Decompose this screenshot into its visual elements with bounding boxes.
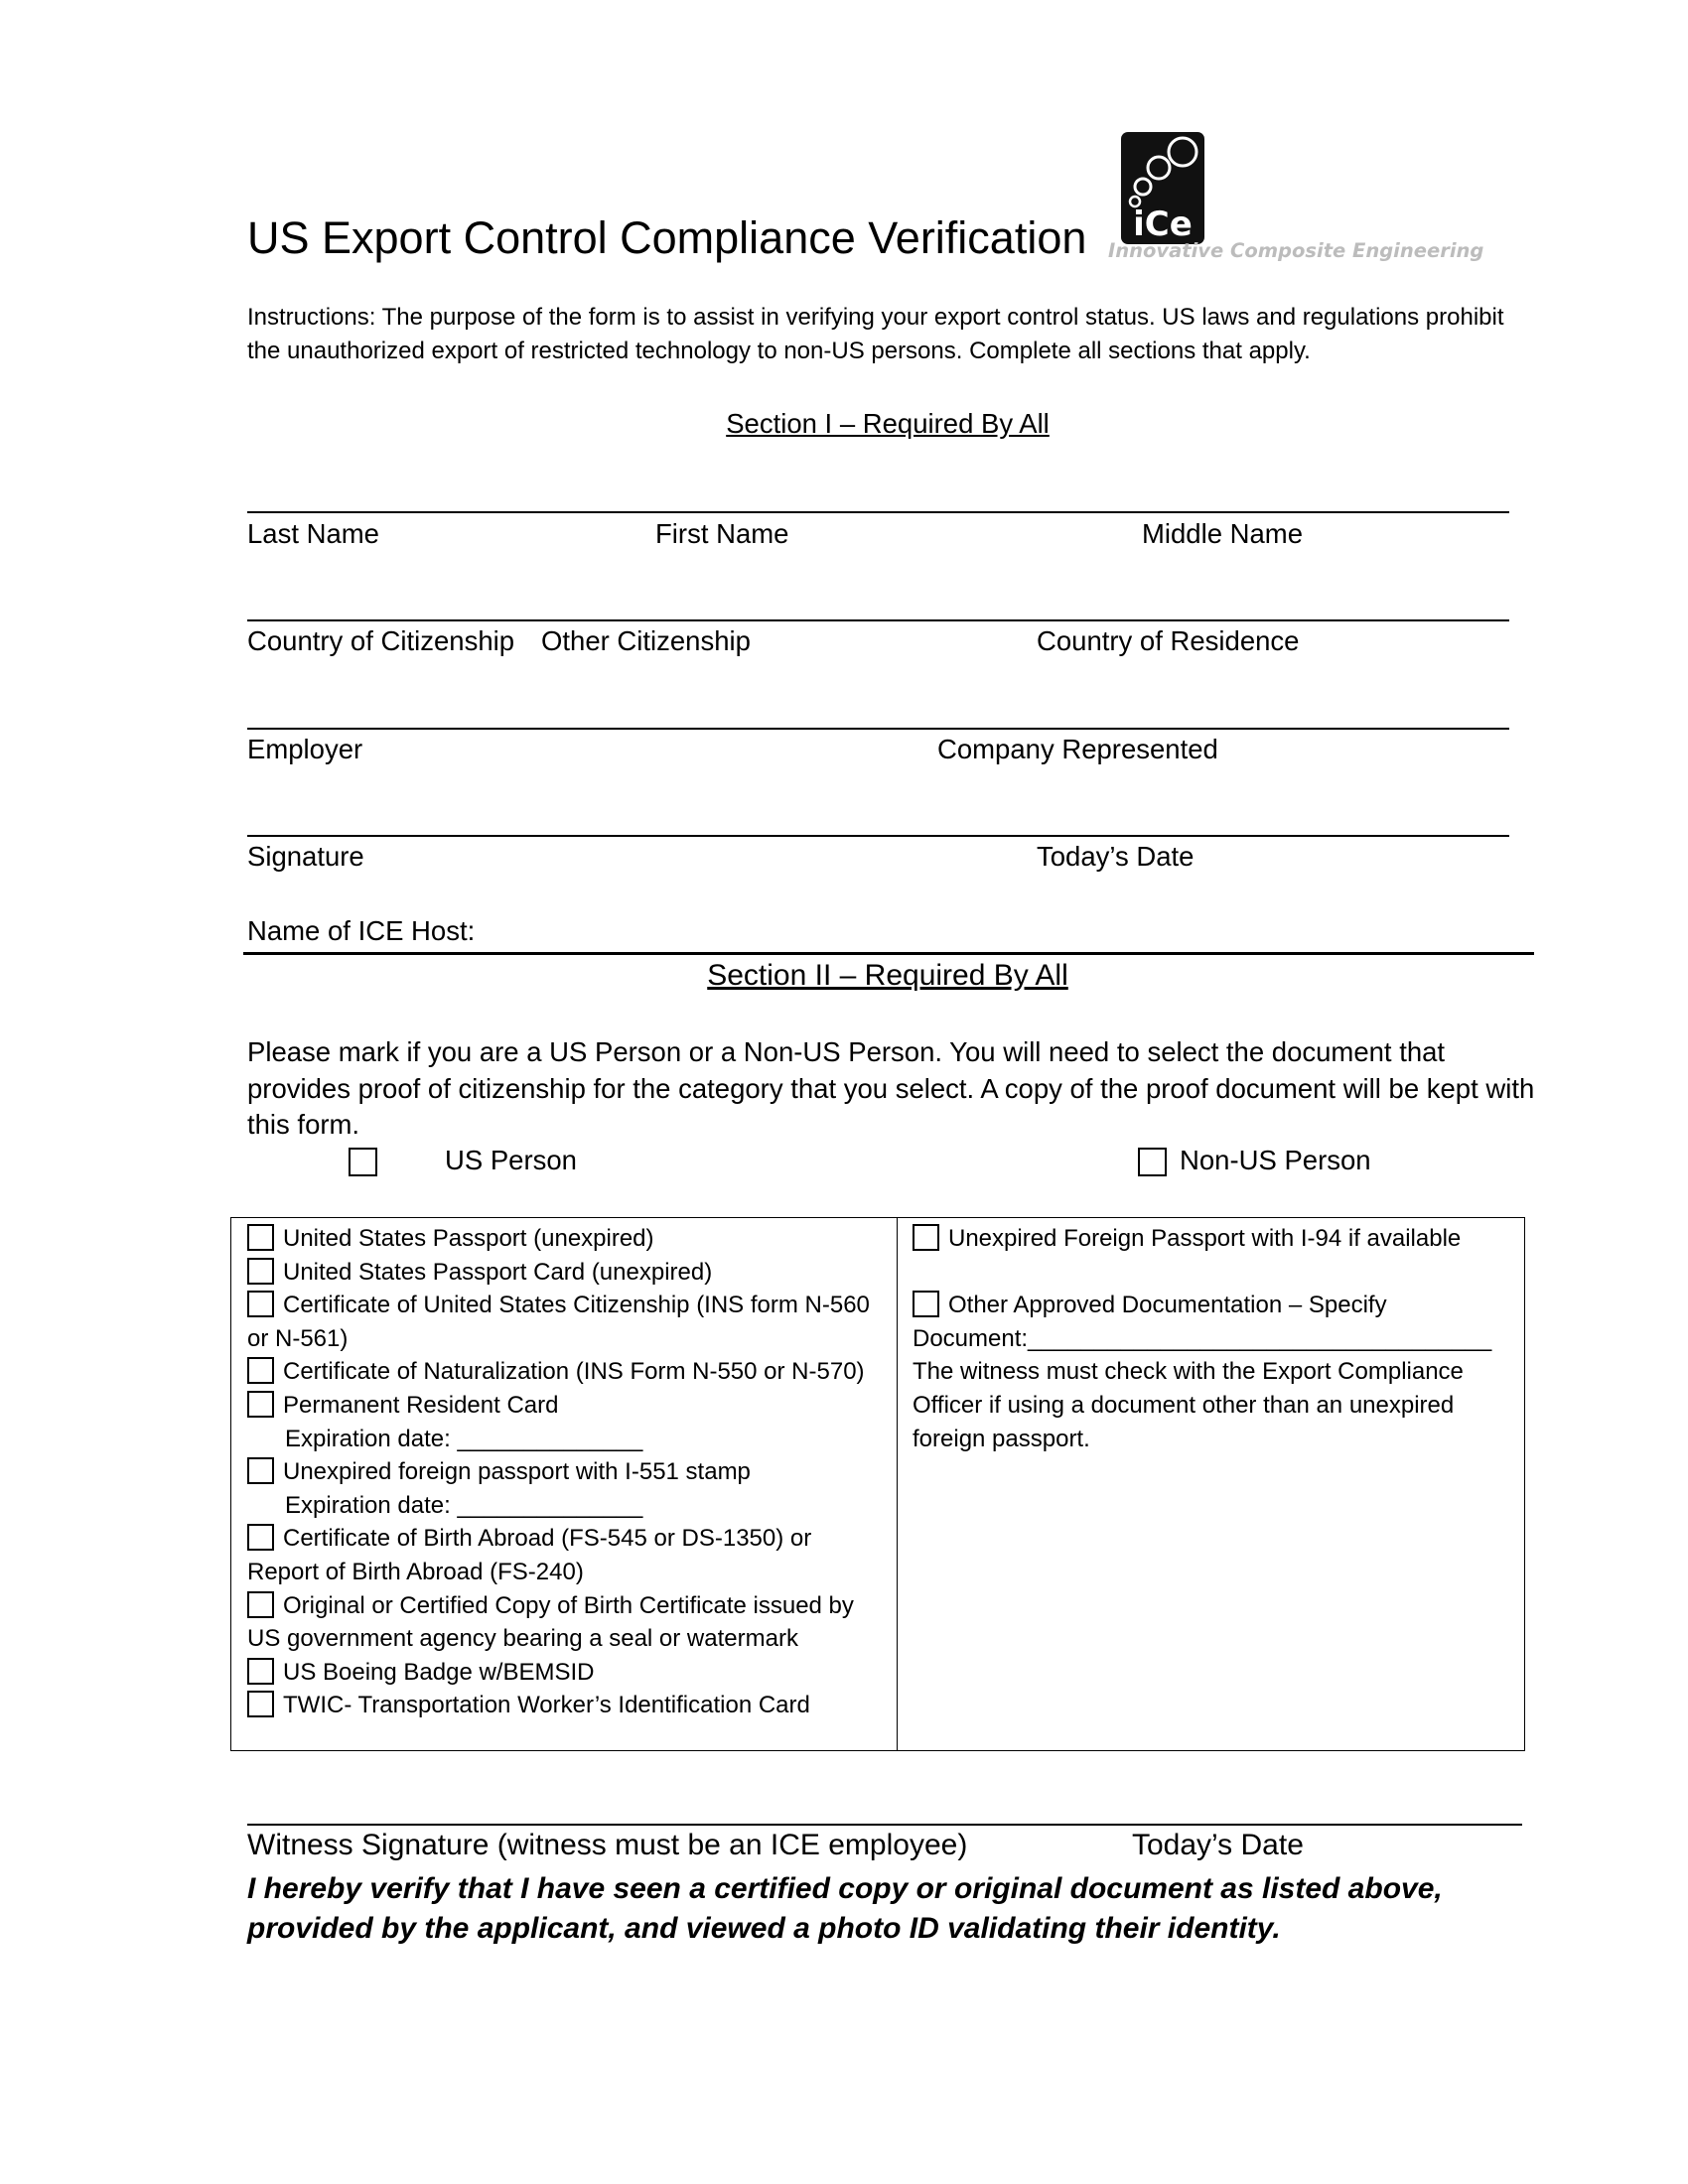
citizenship-label: Country of Citizenship: [247, 625, 515, 656]
document-checkbox[interactable]: [913, 1291, 939, 1317]
expiration-date-field[interactable]: Expiration date: ______________: [285, 1491, 643, 1519]
non-us-person-label: Non-US Person: [1180, 1145, 1371, 1175]
host-label: Name of ICE Host:: [247, 915, 476, 946]
list-item: Unexpired foreign passport with I-551 stamp: [247, 1455, 883, 1489]
documents-table: [230, 1217, 1525, 1751]
witness-signature-line[interactable]: [247, 1824, 1522, 1826]
us-person-checkbox[interactable]: [349, 1148, 377, 1176]
residence-label: Country of Residence: [1037, 625, 1300, 656]
non-us-person-checkbox[interactable]: [1138, 1148, 1167, 1176]
document-checkbox[interactable]: [247, 1258, 274, 1285]
document-specify-field[interactable]: Document:___________________________________: [913, 1324, 1492, 1352]
company-label: Company Represented: [937, 734, 1218, 764]
employer-label: Employer: [247, 734, 363, 764]
document-checkbox[interactable]: [247, 1357, 274, 1384]
company-logo: [1108, 127, 1501, 266]
expiration-date-field[interactable]: Expiration date: ______________: [285, 1425, 643, 1452]
name-line[interactable]: [247, 511, 1509, 513]
witness-note: The witness must check with the Export Compliance Officer if using a document other than an unexpired foreign passport.: [913, 1358, 1464, 1452]
list-item: Unexpired Foreign Passport with I-94 if available: [913, 1222, 1508, 1256]
us-person-label: US Person: [445, 1145, 577, 1175]
witness-signature-label: Witness Signature (witness must be an ICE employee): [247, 1829, 968, 1861]
other-citizenship-label: Other Citizenship: [541, 625, 751, 656]
witness-date-label: Today’s Date: [1132, 1829, 1304, 1861]
citizenship-line[interactable]: [247, 619, 1509, 621]
document-checkbox[interactable]: [247, 1591, 274, 1618]
first-name-label: First Name: [655, 518, 789, 549]
logo-wordmark: iCe: [1133, 205, 1193, 244]
section2-intro: Please mark if you are a US Person or a Non-US Person. You will need to select the document that provides proof of citizenship for the category that you select. A copy of the proof document will be kept with this form.: [247, 1036, 1535, 1140]
verification-statement: I hereby verify that I have seen a certified copy or original document as listed above, provided by the applicant, and viewed a photo ID validating their identity.: [247, 1872, 1443, 1945]
middle-name-label: Middle Name: [1142, 518, 1304, 549]
list-item: Certificate of Naturalization (INS Form N-550 or N-570): [247, 1355, 883, 1389]
non-us-documents-column: [913, 1222, 1508, 1455]
host-line[interactable]: [243, 952, 1534, 955]
signature-label: Signature: [247, 841, 364, 872]
document-checkbox[interactable]: [247, 1457, 274, 1484]
spacer: [913, 1256, 1508, 1290]
todays-date-label: Today’s Date: [1037, 841, 1195, 872]
list-item: Certificate of Birth Abroad (FS-545 or DS-1350) or Report of Birth Abroad (FS-240): [247, 1525, 812, 1585]
list-item: US Boeing Badge w/BEMSID: [247, 1656, 883, 1690]
us-documents-column: [247, 1222, 883, 1722]
section2-heading: Section II – Required By All: [707, 959, 1068, 992]
list-item: Original or Certified Copy of Birth Certificate issued by US government agency bearing a seal or watermark: [247, 1591, 854, 1653]
list-item: TWIC- Transportation Worker’s Identification Card: [247, 1689, 883, 1722]
list-item: Certificate of United States Citizenship (INS form N-560 or N-561): [247, 1292, 870, 1352]
logo-tagline: Innovative Composite Engineering: [1108, 239, 1484, 262]
list-item: Other Approved Documentation – Specify: [913, 1289, 1508, 1322]
page-title: US Export Control Compliance Verification: [247, 212, 1087, 263]
employer-line[interactable]: [247, 728, 1509, 730]
document-checkbox[interactable]: [913, 1224, 939, 1251]
document-checkbox[interactable]: [247, 1391, 274, 1418]
document-checkbox[interactable]: [247, 1291, 274, 1317]
list-item: Permanent Resident Card: [247, 1389, 883, 1423]
document-checkbox[interactable]: [247, 1658, 274, 1685]
document-checkbox[interactable]: [247, 1224, 274, 1251]
document-checkbox[interactable]: [247, 1691, 274, 1717]
list-item: United States Passport (unexpired): [247, 1222, 883, 1256]
instructions: Instructions: The purpose of the form is to assist in verifying your export control status. US laws and regulations prohibit the unauthorized export of restricted technology to non-US persons. Complete all sections that apply.: [247, 304, 1504, 364]
last-name-label: Last Name: [247, 518, 379, 549]
signature-line[interactable]: [247, 835, 1509, 837]
column-divider: [897, 1218, 898, 1750]
document-checkbox[interactable]: [247, 1524, 274, 1551]
section1-heading: Section I – Required By All: [726, 408, 1050, 439]
list-item: United States Passport Card (unexpired): [247, 1256, 883, 1290]
